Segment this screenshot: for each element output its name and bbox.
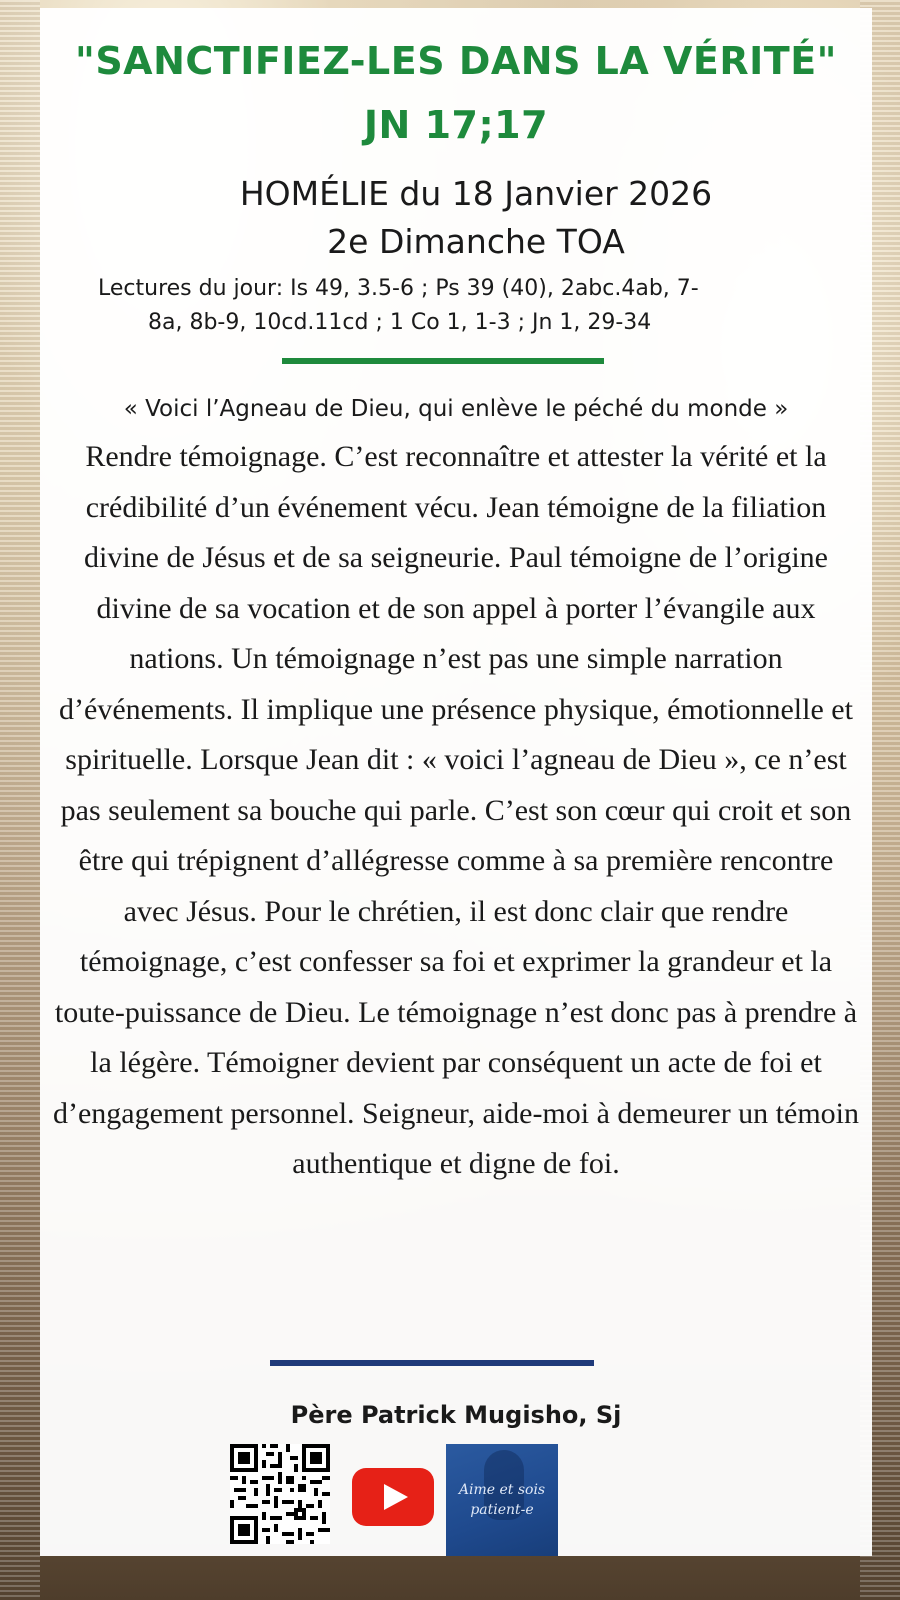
brand-line-1: Aime et sois [458, 1482, 546, 1498]
blue-divider [270, 1360, 594, 1366]
readings-line-1: Lectures du jour: Is 49, 3.5-6 ; Ps 39 (40), 2abc.4ab, 7- [98, 276, 699, 301]
title-line-1: "SANCTIFIEZ-LES DANS LA VÉRITÉ" [75, 39, 837, 83]
gospel-quote: « Voici l’Agneau de Dieu, qui enlève le péché du monde » [123, 396, 789, 422]
title-line-2: JN 17;17 [363, 103, 549, 147]
homily-date: HOMÉLIE du 18 Janvier 2026 [239, 174, 713, 213]
homily-card [40, 8, 872, 1556]
author-signature: Père Patrick Mugisho, Sj [290, 1401, 622, 1429]
readings-of-the-day [98, 272, 858, 340]
readings-line-2: 8a, 8b-9, 10cd.11cd ; 1 Co 1, 1-3 ; Jn 1, 29-34 [148, 310, 652, 335]
green-divider [282, 358, 604, 364]
youtube-icon[interactable] [352, 1468, 434, 1526]
brand-logo-aime-et-sois-patient [446, 1444, 558, 1556]
brand-line-2: patient-e [470, 1502, 534, 1518]
homily-body-text: Rendre témoignage. C’est reconnaître et attester la vérité et la crédibilité d’un événement vécu. Jean témoigne de la filiation divine de Jésus et de sa seigneurie. Paul témoigne de l’origine divine de sa vocation et de son appel à porter l’évangile aux nations. Un témoignage n’est pas une simple narration d’événements. Il implique une présence physique, émotionnelle et spirituelle. Lorsque Jean dit : « voici l’agneau de Dieu », ce n’est pas seulement sa bouche qui parle. C’est son cœur qui croit et son être qui trépignent d’allégresse comme à sa première rencontre avec Jésus. Pour le chrétien, il est donc clair que rendre témoignage, c’est confesser sa foi et exprimer la grandeur et la toute-puissance de Dieu. Le témoignage n’est donc pas à prendre à la légère. Témoigner devient par conséquent un acte de foi et d’engagement personnel. Seigneur, aide-moi à demeurer un témoin authentique et digne de foi. [52, 440, 859, 1180]
qr-code-icon[interactable] [230, 1444, 330, 1544]
book-page-left-decoration [0, 0, 40, 1600]
liturgical-sunday: 2e Dimanche TOA [327, 222, 625, 261]
